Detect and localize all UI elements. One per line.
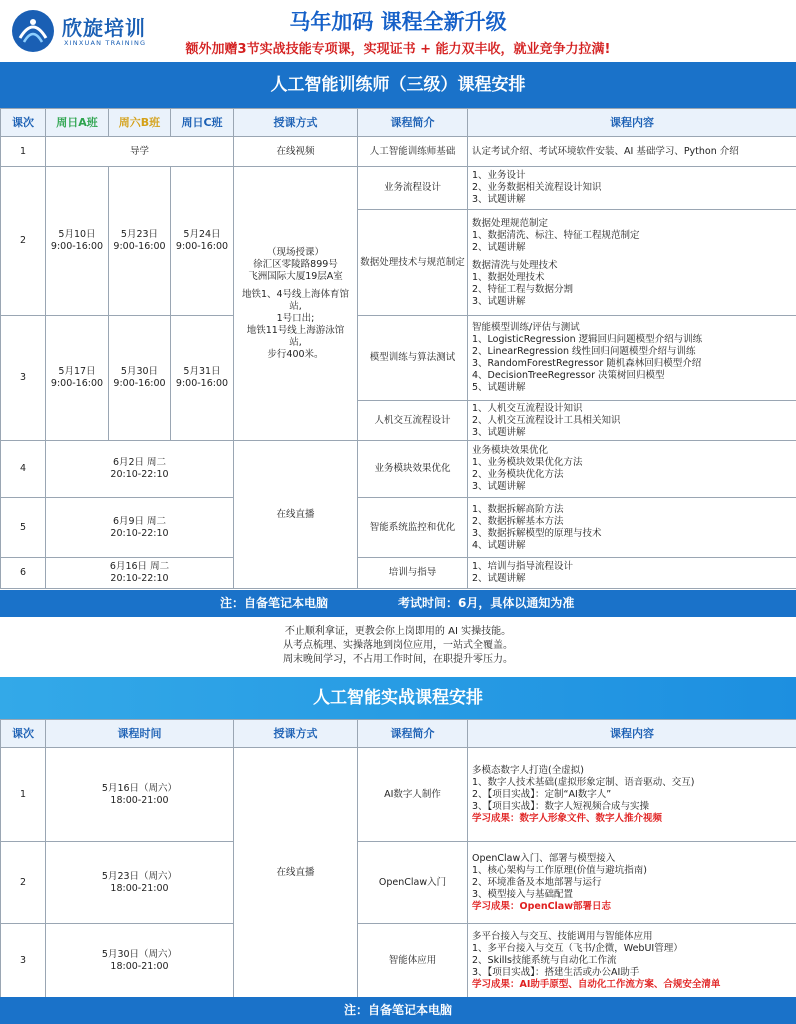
logo-name-en: XINXUAN TRAINING — [64, 39, 147, 47]
table-row — [1, 137, 796, 167]
header-class-b: 周六B班 — [109, 109, 171, 137]
table-row — [1, 316, 796, 401]
lesson-content: 多平台接入与交互、技能调用与智能体应用 1、多平台接入与交互（飞书/企微，WebUI管理） 2、Skills技能系统与自动化工作流 3、【项目实战】：搭建生活或办公AI助手 学习成果：AI助手原型、自动化工作流方案、合规安全清单 — [468, 924, 796, 998]
table-row — [1, 842, 796, 924]
lesson-content: 认定考试介绍、考试环境软件安装、AI 基础学习、Python 介绍 — [468, 137, 796, 167]
class-c-time: 5月31日 9:00-16:00 — [171, 316, 234, 441]
header-intro: 课程简介 — [358, 720, 468, 748]
table-row — [1, 924, 796, 998]
lesson-intro: 业务模块效果优化 — [358, 441, 468, 498]
lesson-time: 5月30日（周六） 18:00-21:00 — [46, 924, 234, 998]
page-title: 马年加码 课程全新升级 — [289, 10, 507, 34]
class-c-time: 5月24日 9:00-16:00 — [171, 167, 234, 316]
lesson-content: 1、业务设计 2、业务数据相关流程设计知识 3、试题讲解 — [468, 167, 796, 210]
lesson-content: 数据处理规范制定 1、数据清洗、标注、特征工程规范制定 2、试题讲解 数据清洗与处理技术 1、数据处理技术 2、特征工程与数据分割 3、试题讲解 — [468, 210, 796, 316]
header-content: 课程内容 — [468, 109, 796, 137]
table-row — [1, 441, 796, 498]
lesson-number: 4 — [1, 441, 46, 498]
section1-title: 人工智能训练师（三级）课程安排 — [0, 62, 796, 108]
lesson-intro: 模型训练与算法测试 — [358, 316, 468, 401]
exam-time-note: 考试时间：6月，具体以通知为准 — [398, 596, 575, 610]
lesson-content: 多模态数字人打造(全虚拟) 1、数字人技术基础(虚拟形象定制、语音驱动、交互) 2、【项目实战】：定制“AI数字人” 3、【项目实战】：数字人短视频合成与实操 学习成果：数字人形象文件、数字人推介视频 — [468, 748, 796, 842]
lesson-schedule: 导学 — [46, 137, 234, 167]
lesson-number: 3 — [1, 924, 46, 998]
header-class-c: 周日C班 — [171, 109, 234, 137]
lesson-time: 5月16日（周六） 18:00-21:00 — [46, 748, 234, 842]
learning-outcome: 学习成果：AI助手原型、自动化工作流方案、合规安全清单 — [472, 978, 721, 990]
class-a-time: 5月10日 9:00-16:00 — [46, 167, 109, 316]
slogan-line: 周末晚间学习，不占用工作时间，在职提升零压力。 — [283, 654, 513, 665]
table-row — [1, 748, 796, 842]
lesson-content: 业务模块效果优化 1、业务模块效果优化方法 2、业务模块优化方法 3、试题讲解 — [468, 441, 796, 498]
slogan-line: 不止顺利拿证，更教会你上岗即用的 AI 实操技能。 — [284, 626, 512, 637]
header-mode: 授课方式 — [234, 109, 358, 137]
online-mode: 在线直播 — [234, 748, 358, 998]
lesson-content: 1、培训与指导流程设计 2、试题讲解 — [468, 558, 796, 589]
class-b-time: 5月23日 9:00-16:00 — [109, 167, 171, 316]
section2-table — [0, 719, 796, 998]
lesson-intro: AI数字人制作 — [358, 748, 468, 842]
lesson-intro: 人工智能训练师基础 — [358, 137, 468, 167]
table-row — [1, 498, 796, 558]
table-header-row — [1, 720, 796, 748]
class-a-time: 5月17日 9:00-16:00 — [46, 316, 109, 441]
lesson-intro: 培训与指导 — [358, 558, 468, 589]
lesson-content: 1、人机交互流程设计知识 2、人机交互流程设计工具相关知识 3、试题讲解 — [468, 401, 796, 441]
table-row — [1, 558, 796, 589]
lesson-number: 1 — [1, 137, 46, 167]
lesson-intro: OpenClaw入门 — [358, 842, 468, 924]
slogan-line: 从考点梳理、实操落地到岗位应用，一站式全覆盖。 — [283, 640, 513, 651]
lesson-intro: 数据处理技术与规范制定 — [358, 210, 468, 316]
table-row — [1, 167, 796, 210]
lesson-intro: 智能系统监控和优化 — [358, 498, 468, 558]
lesson-intro: 智能体应用 — [358, 924, 468, 998]
header-content: 课程内容 — [468, 720, 796, 748]
class-b-time: 5月30日 9:00-16:00 — [109, 316, 171, 441]
header-class-a: 周日A班 — [46, 109, 109, 137]
lesson-number: 2 — [1, 842, 46, 924]
section2-note: 注：自备笔记本电脑 — [0, 997, 796, 1024]
section2-title: 人工智能实战课程安排 — [0, 677, 796, 719]
header-lesson: 课次 — [1, 720, 46, 748]
page-subtitle: 额外加赠3节实战技能专项课，实现证书 + 能力双丰收，就业竞争力拉满! — [185, 42, 611, 57]
lesson-mode: 在线视频 — [234, 137, 358, 167]
lesson-number: 2 — [1, 167, 46, 316]
header-time: 课程时间 — [46, 720, 234, 748]
lesson-intro: 业务流程设计 — [358, 167, 468, 210]
lesson-number: 3 — [1, 316, 46, 441]
lesson-content: OpenClaw入门、部署与模型接入 1、核心架构与工作原理(价值与避坑指南) 2、环境准备及本地部署与运行 3、模型接入与基础配置 学习成果：OpenClaw部署日志 — [468, 842, 796, 924]
header-intro: 课程简介 — [358, 109, 468, 137]
lesson-time: 5月23日（周六） 18:00-21:00 — [46, 842, 234, 924]
section1-table — [0, 108, 796, 589]
online-mode: 在线直播 — [234, 441, 358, 589]
slogan-block — [0, 625, 796, 667]
learning-outcome: 学习成果：数字人形象文件、数字人推介视频 — [472, 812, 663, 824]
lesson-time: 6月9日 周二 20:10-22:10 — [46, 498, 234, 558]
lesson-content: 智能模型训练/评估与测试 1、LogisticRegression 逻辑回归问题模型介绍与训练 2、LinearRegression 线性回归问题模型介绍与训练 3、RandomForestRegressor 随机森林回归模型介绍 4、DecisionTreeRegressor 决策树回归模型 5、试题讲解 — [468, 316, 796, 401]
section1-note — [0, 590, 796, 617]
header-lesson: 课次 — [1, 109, 46, 137]
lesson-number: 5 — [1, 498, 46, 558]
page-header — [0, 0, 796, 62]
table-header-row — [1, 109, 796, 137]
lesson-time: 6月2日 周二 20:10-22:10 — [46, 441, 234, 498]
offline-mode: （现场授课） 徐汇区零陵路899号 飞洲国际大厦19层A室 地铁1、4号线上海体育馆 站, 1号口出; 地铁11号线上海游泳馆 站, 步行400米。 — [234, 167, 358, 441]
logo-name: 欣旋培训 — [62, 16, 146, 40]
header-mode: 授课方式 — [234, 720, 358, 748]
lesson-number: 6 — [1, 558, 46, 589]
lesson-number: 1 — [1, 748, 46, 842]
lesson-time: 6月16日 周二 20:10-22:10 — [46, 558, 234, 589]
lesson-content: 1、数据拆解高阶方法 2、数据拆解基本方法 3、数据拆解模型的原理与技术 4、试题讲解 — [468, 498, 796, 558]
lesson-intro: 人机交互流程设计 — [358, 401, 468, 441]
laptop-note: 注：自备笔记本电脑 — [220, 596, 329, 610]
learning-outcome: 学习成果：OpenClaw部署日志 — [472, 900, 611, 912]
